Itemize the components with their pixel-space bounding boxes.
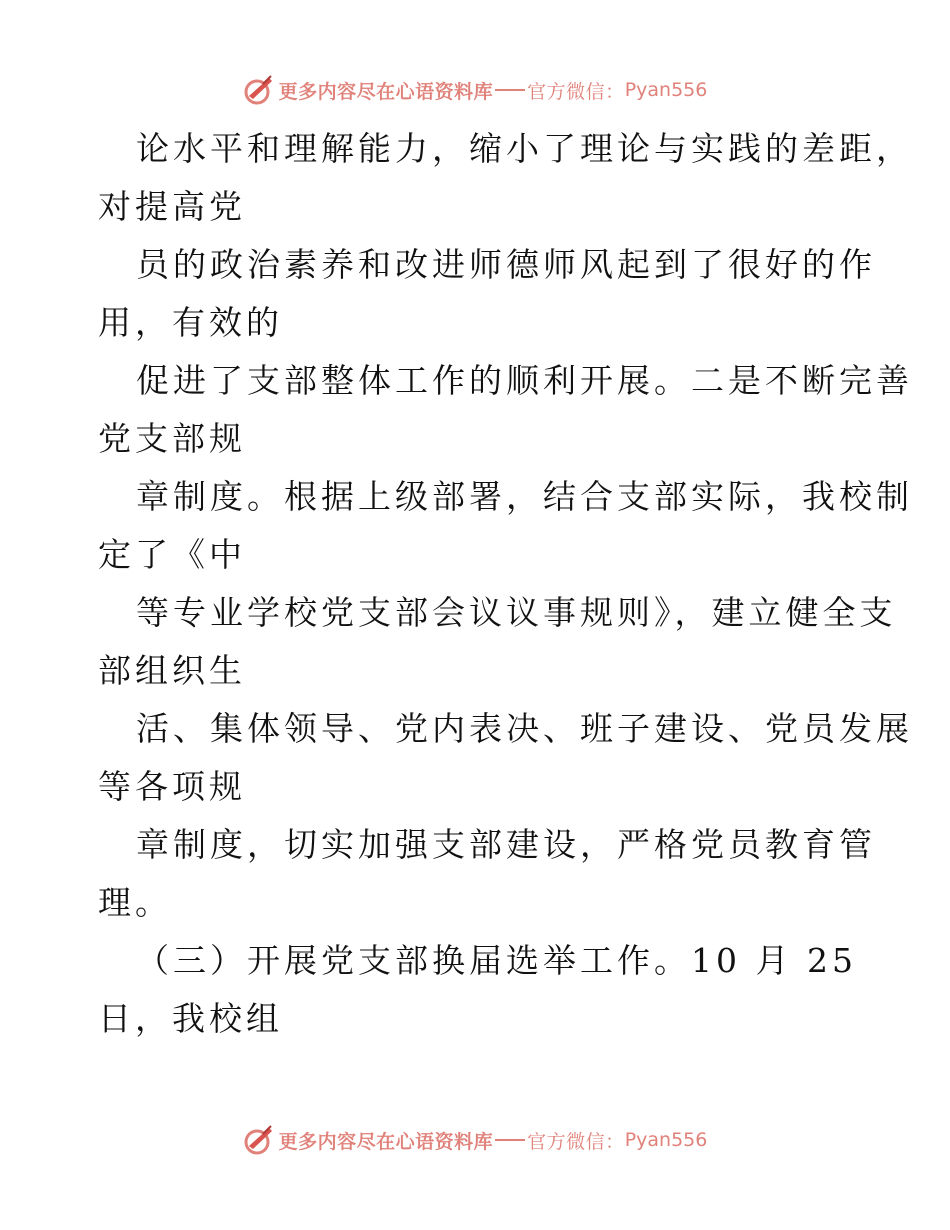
text-line: （三）开展党支部换届选举工作。10 月 25 bbox=[136, 941, 857, 980]
footer-dash bbox=[495, 1139, 525, 1141]
text-line: 活、集体领导、党内表决、班子建设、党员发展 bbox=[136, 709, 913, 748]
text-line: 等各项规 bbox=[98, 767, 246, 806]
header-wechat-label: 官方微信： bbox=[527, 80, 625, 103]
footer-wechat-label: 官方微信： bbox=[527, 1130, 625, 1153]
document-body bbox=[98, 120, 913, 1048]
quill-logo-icon bbox=[243, 1124, 275, 1156]
text-line: 论水平和理解能力，缩小了理论与实践的差距， bbox=[136, 129, 913, 168]
footer-wechat-handle: Pyan556 bbox=[624, 1129, 708, 1151]
header-dash bbox=[495, 89, 525, 91]
text-line: 员的政治素养和改进师德师风起到了很好的作 bbox=[136, 245, 876, 284]
text-line: 党支部规 bbox=[98, 419, 246, 458]
header-brand: 更多内容尽在心语资料库 bbox=[278, 80, 494, 103]
text-line: 用，有效的 bbox=[98, 303, 283, 342]
text-line: 日，我校组 bbox=[98, 999, 283, 1038]
footer-banner bbox=[0, 1120, 950, 1160]
text-line: 章制度，切实加强支部建设，严格党员教育管 bbox=[136, 825, 876, 864]
text-line: 理。 bbox=[98, 883, 172, 922]
text-line: 促进了支部整体工作的顺利开展。二是不断完善 bbox=[136, 361, 913, 400]
footer-brand: 更多内容尽在心语资料库 bbox=[278, 1130, 494, 1153]
header-wechat-handle: Pyan556 bbox=[624, 79, 708, 101]
text-line: 章制度。根据上级部署，结合支部实际，我校制 bbox=[136, 477, 913, 516]
text-line: 等专业学校党支部会议议事规则》，建立健全支 bbox=[136, 593, 897, 632]
text-line: 对提高党 bbox=[98, 187, 246, 226]
header-banner bbox=[0, 70, 950, 110]
text-line: 定了《中 bbox=[98, 535, 246, 574]
quill-logo-icon bbox=[243, 74, 275, 106]
text-line: 部组织生 bbox=[98, 651, 246, 690]
